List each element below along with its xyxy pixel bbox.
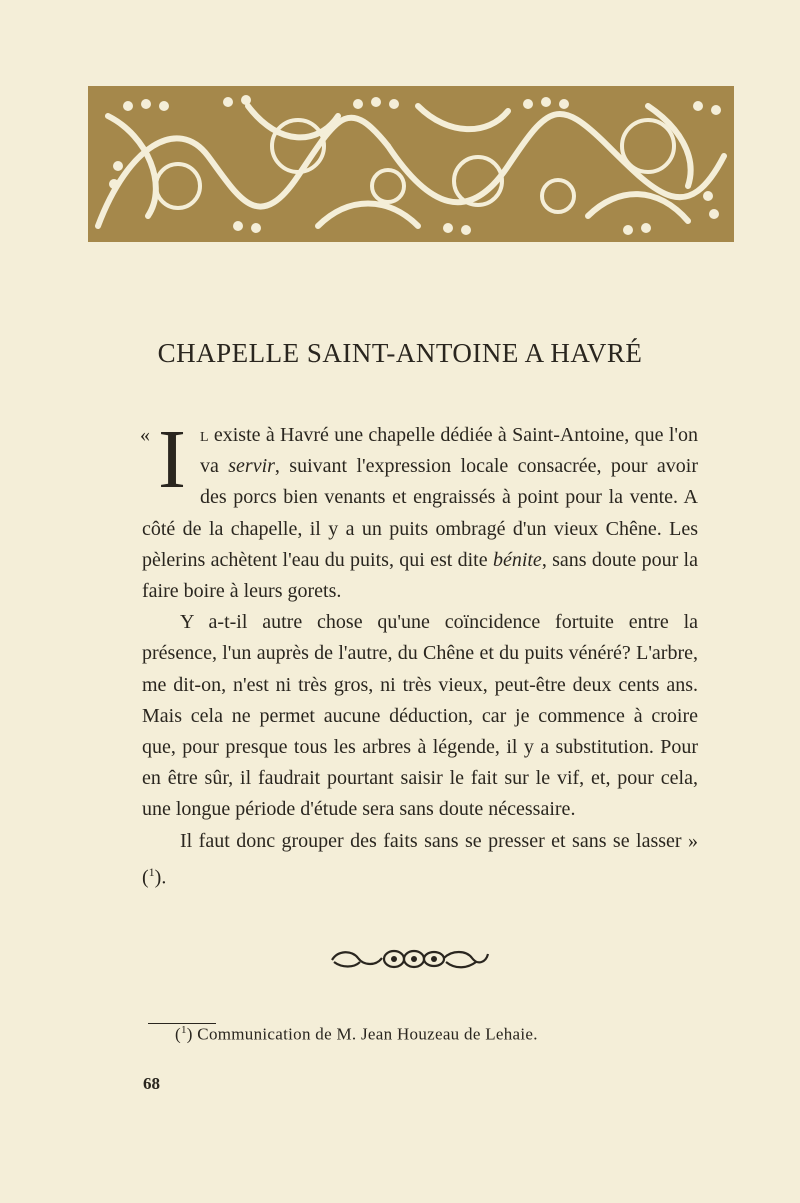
tailpiece-icon	[328, 946, 492, 972]
paragraph-3	[142, 826, 698, 894]
paragraph-1-text-a: existe à Havré une chapelle dédiée à Saint-Antoine, que l'on va	[199, 424, 698, 478]
body-text	[140, 413, 698, 894]
small-caps-start: l	[199, 424, 209, 446]
tailpiece-ornament	[328, 946, 492, 972]
paragraph-2: Y a-t-il autre chose qu'une coïncidence fortuite entre la présence, l'un auprès de l'autre, du Chêne et du puits vénéré? L'arbre, me dit-on, n'est ni très gros, ni très vieux, peut-être deux cents ans. Mais cela ne permet aucune déduction, car je commence à croire que, pour presque tous les arbres à légende, il y a substitution. Pour en être sûr, il faudrait pourtant saisir le fait sur le vif, et, pour cela, une longue période d'étude sera sans doute nécessaire.	[142, 611, 698, 821]
paragraph-1-text-b: , suivant l'expression locale consacrée, pour avoir des porcs bien venants et engraissés à point pour la vente. A côté de la chapelle, il y a un puits ombragé d'un vieux Chêne. Les pèlerins achètent l'eau du puits, qui est dite	[142, 455, 698, 571]
page-title: CHAPELLE SAINT-ANTOINE A HAVRÉ	[157, 338, 643, 368]
paragraph-3-text: Il faut donc grouper des faits sans se presser et sans se lasser » (	[142, 829, 698, 889]
footnote: ($^1$) Communication de M. Jean Houzeau de Lehaie.	[175, 1024, 538, 1044]
arabesque-banner-ornament	[88, 86, 734, 242]
footnote-marker: 1	[180, 1024, 187, 1036]
page-number: 68	[143, 1074, 160, 1093]
drop-cap: I	[158, 413, 186, 506]
banner-ornament-icon	[88, 86, 734, 242]
paragraph-1	[140, 413, 698, 607]
paragraph-3-end: ).	[154, 866, 167, 889]
paragraph-1-text-c: , sans doute pour la faire boire à leurs gorets.	[142, 548, 698, 603]
italic-servir: servir	[228, 455, 275, 478]
footnote-text: Communication de M. Jean Houzeau de Lehaie.	[192, 1024, 538, 1044]
footnote-reference: 1	[148, 864, 155, 879]
italic-benite: bénite	[492, 548, 542, 571]
opening-quote: «	[140, 424, 150, 446]
